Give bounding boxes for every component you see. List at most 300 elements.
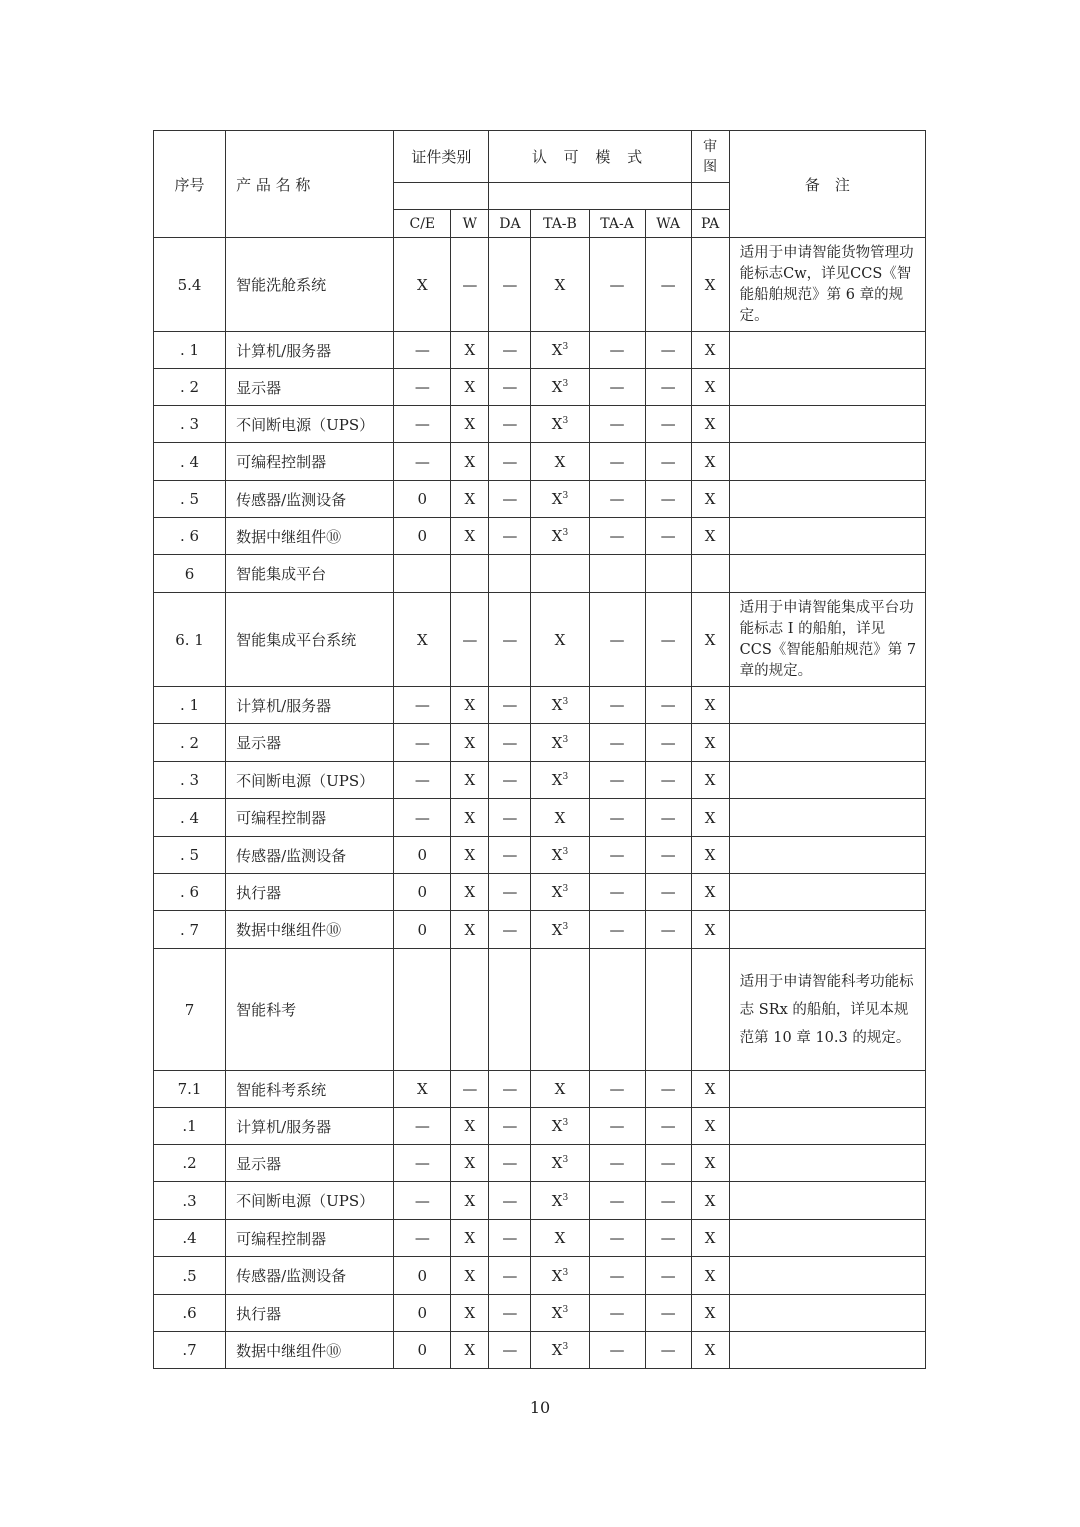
cell-w: — [451,238,489,332]
cell-da: — [489,1257,531,1295]
cell-pa: X [691,238,729,332]
cell-da: — [489,1220,531,1257]
cell-w: X [451,332,489,369]
header-approval-mode: 认 可 模 式 [489,131,691,183]
cell-w: X [451,687,489,724]
header-cert-type: 证件类别 [394,131,489,183]
cell-ce: — [394,406,451,443]
cell-pa: X [691,874,729,911]
row-seq: .4 [154,1220,226,1257]
header-code-ce: C/E [394,210,451,238]
cell-ta-b: X [531,1220,589,1257]
cell-ta-a: — [589,238,645,332]
cell-wa: — [645,1332,691,1369]
cell-value: X [551,920,563,939]
cell-wa: — [645,1071,691,1108]
cell-ta-b [531,406,589,443]
cell-wa: — [645,332,691,369]
table-row [154,874,926,911]
row-product-name: 计算机/服务器 [226,687,394,724]
row-product-name: 智能科考系统 [226,1071,394,1108]
cell-ta-a [589,555,645,593]
table-row [154,1071,926,1108]
row-remarks [729,687,925,724]
cell-ce: — [394,1220,451,1257]
cell-w: X [451,837,489,874]
cell-da: — [489,593,531,687]
table-row [154,406,926,443]
cell-value: X [551,771,563,789]
cell-ce: — [394,687,451,724]
cell-pa: X [691,1071,729,1108]
row-seq: .5 [154,1257,226,1295]
cell-ta-b [531,332,589,369]
cell-ta-b [531,369,589,406]
cell-da [489,555,531,593]
cell-w: X [451,1108,489,1145]
table-row [154,799,926,837]
cell-ce [394,949,451,1071]
row-product-name: 可编程控制器 [226,443,394,481]
row-remarks [729,1071,925,1108]
cell-wa: — [645,724,691,762]
row-remarks [729,1295,925,1332]
cell-da: — [489,1332,531,1369]
cell-da: — [489,1071,531,1108]
header-code-ta-b: TA-B [531,210,589,238]
cell-ce: — [394,1182,451,1220]
cell-ta-a [589,949,645,1071]
footnote-superscript: 3 [562,697,569,707]
cell-pa: X [691,687,729,724]
row-seq: . 2 [154,724,226,762]
cell-ta-b [531,687,589,724]
cell-wa: — [645,369,691,406]
cell-pa: X [691,481,729,518]
cell-w: X [451,874,489,911]
cell-w: X [451,1182,489,1220]
cell-ta-a: — [589,1108,645,1145]
cell-da: — [489,238,531,332]
row-product-name: 执行器 [226,874,394,911]
cell-value: X [551,415,563,433]
row-product-name: 显示器 [226,1145,394,1182]
table-row [154,1108,926,1145]
cell-ta-a: — [589,1332,645,1369]
header-code-da: DA [489,210,531,238]
table-row [154,332,926,369]
cell-da: — [489,332,531,369]
cell-ce: 0 [394,1332,451,1369]
cell-pa: X [691,1182,729,1220]
cell-ta-a: — [589,1295,645,1332]
header-blank-cell [489,183,691,210]
cell-value: X [551,1341,563,1359]
footnote-superscript: 3 [562,528,569,538]
cell-ta-b: X [531,593,589,687]
product-approval-table [153,130,926,1369]
cell-pa: X [691,1108,729,1145]
row-seq: . 4 [154,443,226,481]
cell-ta-b [531,1108,589,1145]
cell-value: X [551,1117,563,1135]
cell-w: X [451,481,489,518]
row-remarks [729,369,925,406]
cell-w: X [451,406,489,443]
footnote-superscript: 3 [562,491,569,501]
cell-ce: — [394,332,451,369]
cell-da: — [489,762,531,799]
row-remarks [729,518,925,555]
table-row [154,1332,926,1369]
cell-ta-a: — [589,443,645,481]
row-remarks [729,911,925,949]
cell-w: X [451,724,489,762]
cell-wa: — [645,1220,691,1257]
row-remarks [729,406,925,443]
row-seq: . 4 [154,799,226,837]
row-remarks [729,1145,925,1182]
cell-ta-a: — [589,911,645,949]
cell-wa: — [645,911,691,949]
row-product-name: 不间断电源（UPS） [226,762,394,799]
row-product-name: 智能洗舱系统 [226,238,394,332]
cell-pa: X [691,1220,729,1257]
cell-pa: X [691,443,729,481]
row-seq: . 1 [154,332,226,369]
row-remarks [729,762,925,799]
row-product-name: 不间断电源（UPS） [226,406,394,443]
header-code-pa: PA [691,210,729,238]
table-row [154,1145,926,1182]
cell-ta-a: — [589,762,645,799]
cell-ce: X [394,593,451,687]
cell-pa: X [691,1257,729,1295]
row-remarks [729,1108,925,1145]
page-number: 10 [529,1398,551,1417]
row-remarks: 适用于申请智能集成平台功能标志 I 的船舶，详见 CCS《智能船舶规范》第 7 章的规定。 [729,593,925,687]
header-code-wa: WA [645,210,691,238]
cell-wa: — [645,837,691,874]
cell-ta-b: X [531,799,589,837]
cell-da: — [489,724,531,762]
cell-ta-b [531,555,589,593]
cell-w: X [451,443,489,481]
cell-w: X [451,911,489,949]
table-row [154,724,926,762]
cell-pa: X [691,1332,729,1369]
row-product-name: 数据中继组件⑩ [226,911,394,949]
cell-wa: — [645,1182,691,1220]
cell-ta-a: — [589,369,645,406]
row-product-name: 数据中继组件⑩ [226,518,394,555]
cell-wa: — [645,443,691,481]
cell-ce [394,555,451,593]
cell-w: X [451,518,489,555]
row-product-name: 计算机/服务器 [226,332,394,369]
cell-ta-a: — [589,481,645,518]
cell-ce: — [394,369,451,406]
row-seq: .2 [154,1145,226,1182]
cell-pa: X [691,799,729,837]
cell-pa: X [691,406,729,443]
cell-ce: 0 [394,481,451,518]
cell-value: X [551,733,563,752]
cell-wa: — [645,1295,691,1332]
cell-pa [691,949,729,1071]
row-seq: .7 [154,1332,226,1369]
cell-w: X [451,1220,489,1257]
row-seq: 5.4 [154,238,226,332]
cell-da: — [489,911,531,949]
row-seq: .1 [154,1108,226,1145]
table-row [154,238,926,332]
cell-da: — [489,1108,531,1145]
footnote-superscript: 3 [562,734,569,745]
cell-w: X [451,1145,489,1182]
cell-wa: — [645,593,691,687]
cell-pa: X [691,762,729,799]
cell-ta-b: X [531,238,589,332]
cell-w [451,949,489,1071]
cell-ta-a: — [589,406,645,443]
row-seq: . 1 [154,687,226,724]
row-remarks [729,1182,925,1220]
cell-pa: X [691,518,729,555]
cell-da: — [489,1182,531,1220]
header-remarks: 备 注 [729,131,925,238]
cell-ta-a: — [589,518,645,555]
row-seq: 7 [154,949,226,1071]
cell-ta-b [531,837,589,874]
row-remarks [729,799,925,837]
cell-value: X [551,341,563,359]
cell-ta-b [531,481,589,518]
cell-ta-b [531,1182,589,1220]
cell-wa: — [645,687,691,724]
footnote-superscript: 3 [562,342,569,352]
cell-w: — [451,1071,489,1108]
cell-ta-b [531,724,589,762]
cell-wa: — [645,762,691,799]
cell-pa: X [691,837,729,874]
row-remarks [729,555,925,593]
cell-pa: X [691,593,729,687]
cell-ta-b [531,1332,589,1369]
cell-ta-b: X [531,443,589,481]
cell-wa [645,555,691,593]
row-seq: .6 [154,1295,226,1332]
cell-da [489,949,531,1071]
cell-value: X [551,490,563,508]
cell-ta-b [531,949,589,1071]
cell-ta-a: — [589,1182,645,1220]
cell-ce: X [394,1071,451,1108]
cell-ce: 0 [394,837,451,874]
cell-pa: X [691,724,729,762]
cell-da: — [489,799,531,837]
row-seq: . 3 [154,406,226,443]
header-blank-cell [691,183,729,210]
row-remarks [729,724,925,762]
header-drawing-review: 审图 [691,131,729,183]
row-product-name: 传感器/监测设备 [226,481,394,518]
cell-value: X [551,846,563,864]
cell-da: — [489,1295,531,1332]
cell-ta-a: — [589,687,645,724]
cell-ta-a: — [589,1257,645,1295]
cell-value: X [551,1191,563,1210]
row-product-name: 显示器 [226,369,394,406]
cell-ta-a: — [589,874,645,911]
cell-w: X [451,1295,489,1332]
table-row [154,369,926,406]
cell-w [451,555,489,593]
cell-da: — [489,406,531,443]
row-remarks [729,837,925,874]
row-seq: . 3 [154,762,226,799]
footnote-superscript: 3 [562,772,569,782]
row-product-name: 可编程控制器 [226,1220,394,1257]
table-row [154,949,926,1071]
row-product-name: 传感器/监测设备 [226,837,394,874]
footnote-superscript: 3 [562,884,569,894]
cell-wa: — [645,406,691,443]
cell-ta-b: X [531,1071,589,1108]
row-product-name: 智能集成平台 [226,555,394,593]
cell-da: — [489,874,531,911]
footnote-superscript: 3 [562,1118,569,1128]
table-body [154,238,926,1369]
table-row [154,481,926,518]
cell-ta-b [531,762,589,799]
footnote-superscript: 3 [562,921,569,932]
row-remarks [729,874,925,911]
cell-wa: — [645,238,691,332]
cell-da: — [489,518,531,555]
table-row [154,1295,926,1332]
header-product-name: 产 品 名 称 [226,131,394,238]
cell-ta-a: — [589,593,645,687]
row-product-name: 数据中继组件⑩ [226,1332,394,1369]
cell-wa: — [645,1108,691,1145]
cell-pa [691,555,729,593]
cell-ce: 0 [394,874,451,911]
cell-value: X [551,696,563,714]
cell-ce: — [394,799,451,837]
header-code-w: W [451,210,489,238]
table-row [154,593,926,687]
cell-ta-b [531,1295,589,1332]
cell-ce: 0 [394,1295,451,1332]
footnote-superscript: 3 [562,1155,569,1165]
table-row [154,443,926,481]
row-product-name: 不间断电源（UPS） [226,1182,394,1220]
table-row [154,762,926,799]
header-code-ta-a: TA-A [589,210,645,238]
row-seq: . 5 [154,481,226,518]
cell-ta-a: — [589,1071,645,1108]
row-remarks [729,332,925,369]
cell-pa: X [691,1295,729,1332]
row-remarks [729,1332,925,1369]
row-seq: 6. 1 [154,593,226,687]
cell-ta-b [531,1145,589,1182]
cell-wa: — [645,799,691,837]
footnote-superscript: 3 [562,416,569,426]
table-row [154,1257,926,1295]
row-product-name: 传感器/监测设备 [226,1257,394,1295]
cell-ta-b [531,911,589,949]
row-remarks [729,1220,925,1257]
table-row [154,837,926,874]
cell-ce: 0 [394,518,451,555]
row-product-name: 可编程控制器 [226,799,394,837]
cell-value: X [551,1304,563,1322]
row-product-name: 显示器 [226,724,394,762]
cell-ce: — [394,443,451,481]
row-seq: . 6 [154,518,226,555]
cell-pa: X [691,911,729,949]
row-remarks [729,1257,925,1295]
cell-ce: — [394,1145,451,1182]
cell-pa: X [691,332,729,369]
cell-value: X [551,378,563,396]
footnote-superscript: 3 [562,1267,569,1278]
table-row [154,555,926,593]
row-seq: 6 [154,555,226,593]
row-product-name: 智能科考 [226,949,394,1071]
row-seq: .3 [154,1182,226,1220]
cell-ta-a: — [589,799,645,837]
cell-ta-a: — [589,837,645,874]
row-seq: 7.1 [154,1071,226,1108]
cell-value: X [551,1154,563,1172]
footnote-superscript: 3 [562,1192,569,1203]
table-row [154,911,926,949]
cell-da: — [489,1145,531,1182]
cell-pa: X [691,1145,729,1182]
cell-w: — [451,593,489,687]
cell-wa: — [645,874,691,911]
cell-ta-b [531,874,589,911]
footnote-superscript: 3 [562,1305,569,1315]
cell-value: X [551,527,563,545]
row-remarks [729,481,925,518]
cell-wa: — [645,1257,691,1295]
cell-pa: X [691,369,729,406]
footnote-superscript: 3 [562,847,569,857]
table-row [154,1220,926,1257]
cell-ta-a: — [589,1145,645,1182]
row-seq: . 6 [154,874,226,911]
cell-ce: 0 [394,911,451,949]
table-row [154,1182,926,1220]
footnote-superscript: 3 [562,379,569,389]
cell-wa: — [645,518,691,555]
cell-da: — [489,481,531,518]
header-seq: 序号 [154,131,226,238]
cell-wa: — [645,1145,691,1182]
cell-w: X [451,799,489,837]
row-product-name: 智能集成平台系统 [226,593,394,687]
cell-wa: — [645,481,691,518]
cell-ce: 0 [394,1257,451,1295]
cell-w: X [451,369,489,406]
row-remarks: 适用于申请智能货物管理功能标志Cw，详见CCS《智能船舶规范》第 6 章的规定。 [729,238,925,332]
cell-da: — [489,687,531,724]
cell-ta-a: — [589,1220,645,1257]
